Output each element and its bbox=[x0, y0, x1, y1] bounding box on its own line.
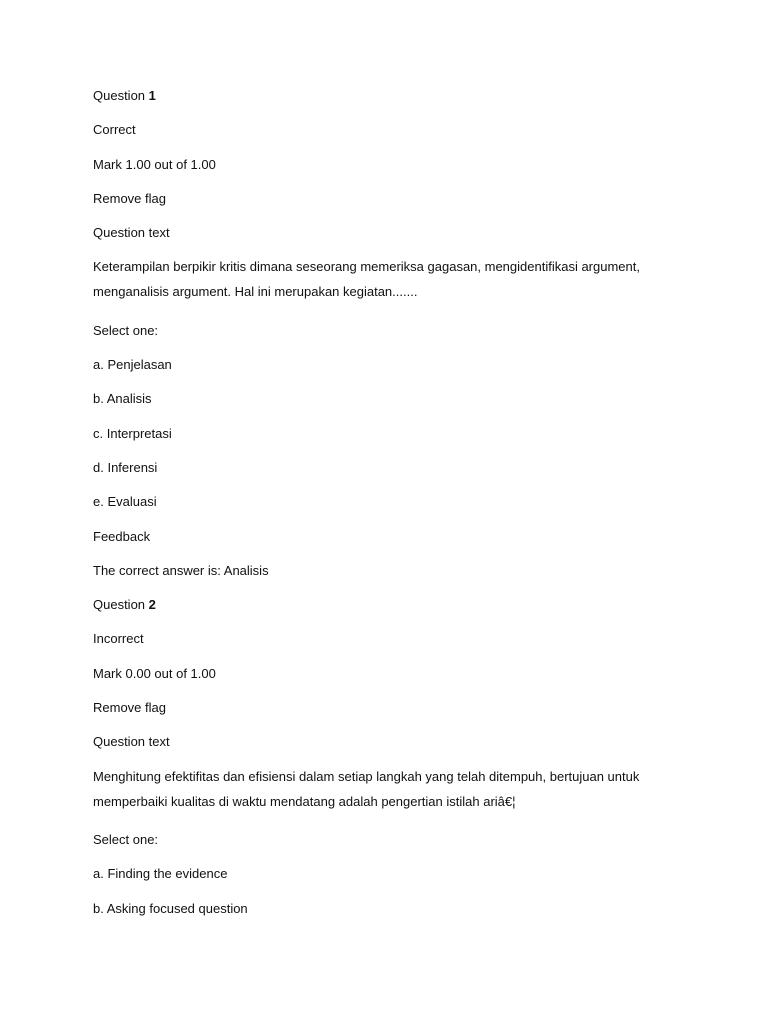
question-heading bbox=[93, 596, 683, 613]
question-heading bbox=[93, 87, 683, 104]
answer-option[interactable]: e. Evaluasi bbox=[93, 494, 157, 510]
remove-flag-link[interactable]: Remove flag bbox=[93, 700, 166, 716]
remove-flag-link[interactable]: Remove flag bbox=[93, 190, 166, 206]
question-mark: Mark 0.00 out of 1.00 bbox=[93, 665, 216, 681]
question-number: 1 bbox=[148, 88, 156, 103]
document-content bbox=[93, 87, 683, 934]
question-mark: Mark 1.00 out of 1.00 bbox=[93, 156, 216, 172]
answer-option[interactable]: a. Finding the evidence bbox=[93, 866, 228, 882]
question-text-label: Question text bbox=[93, 225, 170, 241]
question-status: Correct bbox=[93, 122, 136, 138]
question-text: Menghitung efektifitas dan efisiensi dalam setiap langkah yang telah ditempuh, bertujuan untuk memperbaiki kualitas di waktu mendatang adalah pengertian istilah ariâ€¦ bbox=[93, 768, 640, 809]
question-text: Keterampilan berpikir kritis dimana seseorang memeriksa gagasan, mengidentifikasi argument, menganalisis argument. Hal ini merupakan kegiatan....... bbox=[93, 259, 640, 300]
answer-option[interactable]: c. Interpretasi bbox=[93, 425, 172, 441]
feedback-label: Feedback bbox=[93, 528, 151, 544]
question-label: Question bbox=[93, 597, 146, 613]
feedback-text: The correct answer is: Analisis bbox=[93, 562, 269, 578]
select-one-label: Select one: bbox=[93, 322, 159, 338]
question-text-label: Question text bbox=[93, 734, 170, 750]
answer-option[interactable]: d. Inferensi bbox=[93, 459, 158, 475]
answer-option[interactable]: b. Analisis bbox=[93, 391, 152, 407]
answer-option[interactable]: a. Penjelasan bbox=[93, 357, 172, 373]
question-number: 2 bbox=[148, 597, 156, 613]
answer-option[interactable]: b. Asking focused question bbox=[93, 900, 248, 916]
question-label: Question bbox=[93, 88, 146, 103]
select-one-label: Select one: bbox=[93, 831, 159, 847]
question-status: Incorrect bbox=[93, 631, 144, 647]
